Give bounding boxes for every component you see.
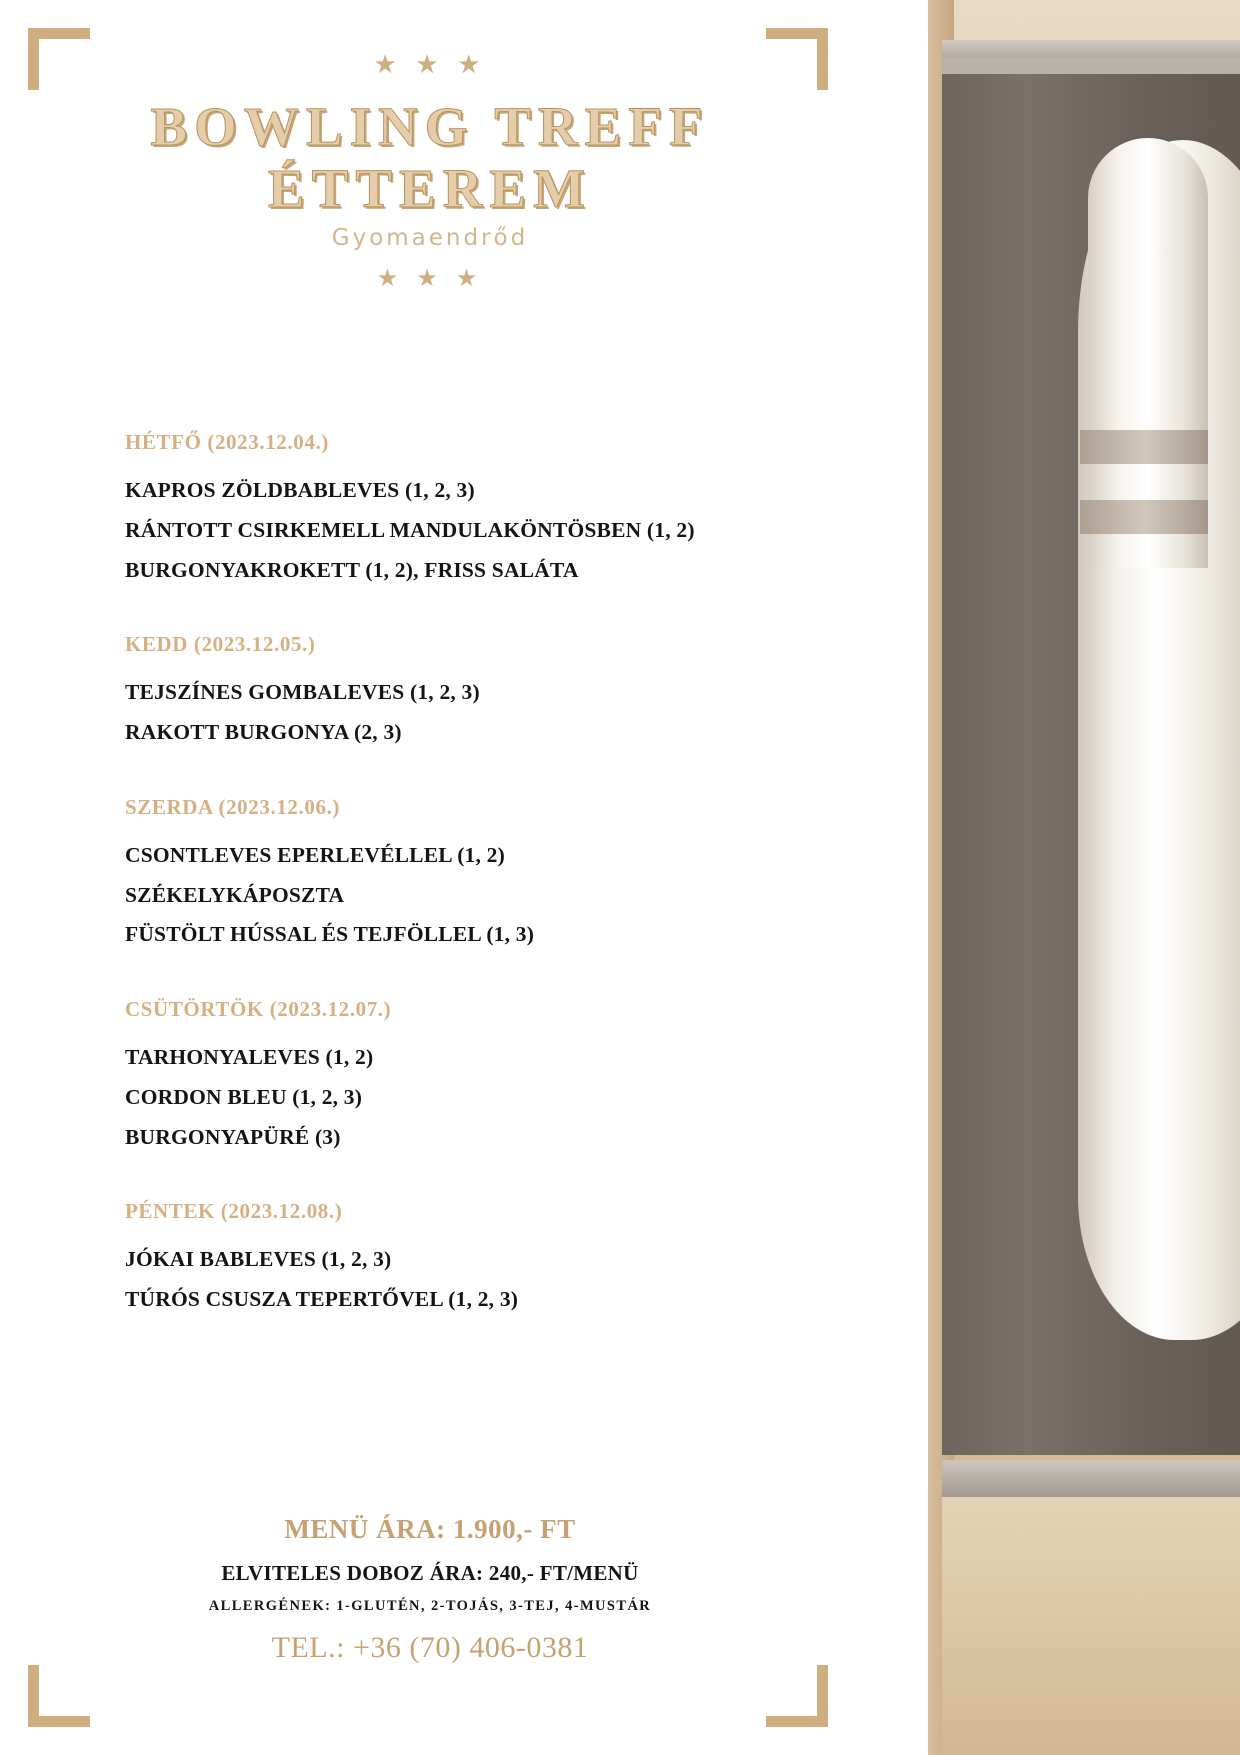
takeaway-box-price: ELVITELES DOBOZ ÁRA: 240,- FT/MENÜ [221, 1561, 639, 1585]
brand-line-1: BOWLING TREFF [150, 96, 710, 157]
stars-top-icon: ★ ★ ★ [373, 50, 487, 79]
pin-stripe-upper [1080, 430, 1208, 464]
menu-price: MENÜ ÁRA: 1.900,- FT [284, 1514, 576, 1544]
dish-item: BURGONYAPÜRÉ (3) [125, 1124, 341, 1149]
dish-item: CORDON BLEU (1, 2, 3) [125, 1084, 363, 1109]
bowling-pin-icon [1078, 140, 1240, 1340]
city-subtitle: Gyomaendrőd [331, 225, 529, 252]
header [60, 52, 800, 291]
dish-item: RÁNTOTT CSIRKEMELL MANDULAKÖNTÖSBEN (1, 2) [125, 517, 695, 542]
menu-day [125, 430, 785, 590]
menu-day [125, 632, 785, 753]
dish-item: JÓKAI BABLEVES (1, 2, 3) [125, 1247, 392, 1272]
day-heading: HÉTFŐ (2023.12.04.) [125, 430, 329, 454]
day-heading: CSÜTÖRTÖK (2023.12.07.) [125, 997, 392, 1022]
corner-bracket-bottom-left [28, 1665, 90, 1727]
dish-item: RAKOTT BURGONYA (2, 3) [125, 720, 402, 745]
dish-item: BURGONYAKROKETT (1, 2), FRISS SALÁTA [125, 557, 579, 582]
phone-number[interactable]: TEL.: +36 (70) 406-0381 [271, 1631, 589, 1664]
menu-day [125, 997, 785, 1157]
photo-floor [942, 1497, 1240, 1755]
dish-item: TÚRÓS CSUSZA TEPERTŐVEL (1, 2, 3) [125, 1287, 519, 1312]
dish-item: CSONTLEVES EPERLEVÉLLEL (1, 2) [125, 842, 505, 867]
restaurant-title [60, 96, 800, 219]
corner-bracket-bottom-right [766, 1665, 828, 1727]
dish-item: KAPROS ZÖLDBABLEVES (1, 2, 3) [125, 478, 475, 502]
stars-bottom-icon: ★ ★ ★ [376, 266, 484, 293]
menu-day [125, 795, 785, 955]
day-heading: PÉNTEK (2023.12.08.) [125, 1199, 343, 1224]
footer [60, 1514, 800, 1665]
bowling-photo [928, 0, 1240, 1755]
weekly-menu [125, 430, 785, 1320]
day-heading: SZERDA (2023.12.06.) [125, 794, 341, 819]
dish-item: TARHONYALEVES (1, 2) [125, 1045, 374, 1070]
brand-line-2: ÉTTEREM [267, 157, 593, 219]
allergen-legend: ALLERGÉNEK: 1-GLUTÉN, 2-TOJÁS, 3-TEJ, 4-MUSTÁR [208, 1598, 652, 1614]
lane-bottom-rim [942, 1460, 1240, 1500]
menu-day [125, 1199, 785, 1320]
pin-stripe-lower [1080, 500, 1208, 534]
dish-item: SZÉKELYKÁPOSZTA [125, 882, 345, 907]
dish-item: FÜSTÖLT HÚSSAL ÉS TEJFÖLLEL (1, 3) [125, 922, 535, 947]
dish-item: TEJSZÍNES GOMBALEVES (1, 2, 3) [125, 680, 480, 705]
day-heading: KEDD (2023.12.05.) [125, 632, 316, 657]
